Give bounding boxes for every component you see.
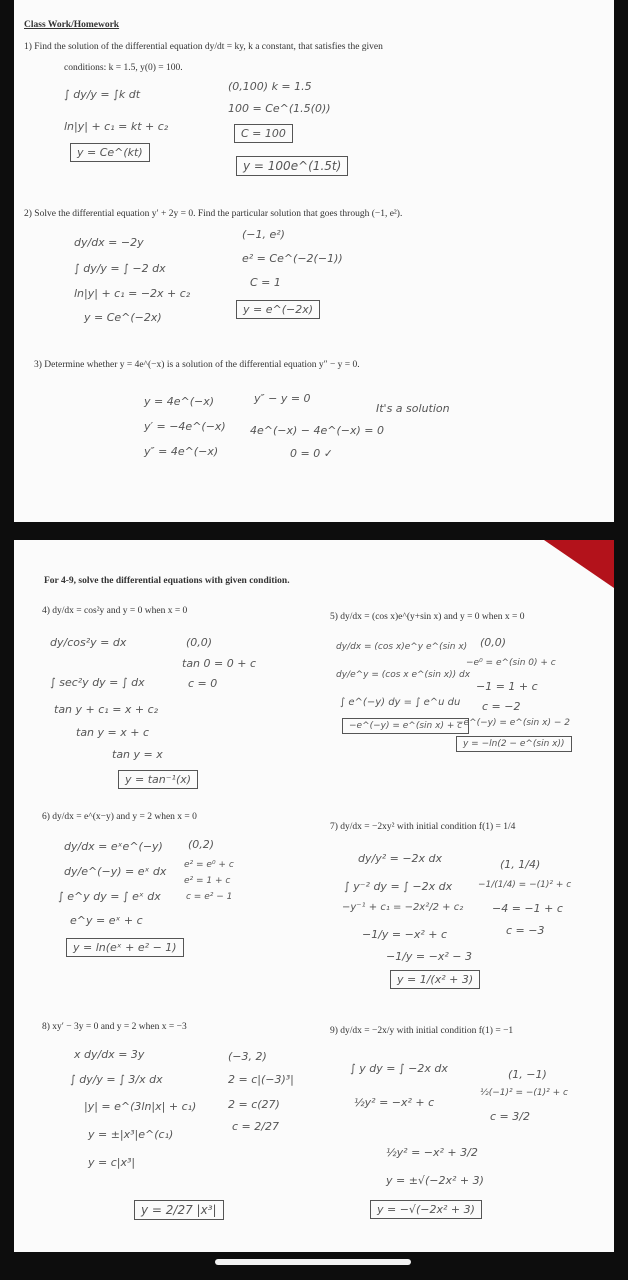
q6-final-answer: y = ln(eˣ + e² − 1) bbox=[66, 938, 184, 957]
q6-work: ∫ e^y dy = ∫ eˣ dx bbox=[58, 890, 161, 903]
q5-work: ∫ e^(−y) dy = ∫ e^u du bbox=[340, 697, 461, 708]
q3-work: y″ − y = 0 bbox=[254, 392, 311, 405]
q1-constant: C = 100 bbox=[234, 124, 293, 143]
q8-work: y = c|x³| bbox=[88, 1156, 136, 1169]
question-6-prompt: 6) dy/dx = e^(x−y) and y = 2 when x = 0 bbox=[42, 812, 197, 822]
q3-work: 0 = 0 ✓ bbox=[290, 447, 333, 460]
question-5-prompt: 5) dy/dx = (cos x)e^(y+sin x) and y = 0 when x = 0 bbox=[330, 612, 525, 622]
q6-work: c = e² − 1 bbox=[186, 892, 233, 902]
page-corner-decoration bbox=[544, 540, 614, 588]
q4-work: ∫ sec²y dy = ∫ dx bbox=[50, 676, 145, 689]
q1-work: ln|y| + c₁ = kt + c₂ bbox=[64, 120, 169, 133]
q6-work: dy/dx = eˣe^(−y) bbox=[64, 840, 163, 853]
q2-final-answer: y = e^(−2x) bbox=[236, 300, 320, 319]
q4-work: tan y = x + c bbox=[76, 726, 150, 739]
q6-work: e² = 1 + c bbox=[184, 876, 231, 886]
q3-work: y″ = 4e^(−x) bbox=[144, 445, 219, 458]
q5-work: c = −2 bbox=[482, 700, 521, 713]
q2-work: ∫ dy/y = ∫ −2 dx bbox=[74, 262, 166, 275]
q5-work: −e⁰ = e^(sin 0) + c bbox=[466, 658, 556, 668]
q1-final-answer: y = 100e^(1.5t) bbox=[236, 156, 348, 176]
q7-work: ∫ y⁻² dy = ∫ −2x dx bbox=[344, 880, 453, 893]
q7-work: −1/y = −x² + c bbox=[362, 928, 448, 941]
q2-work: e² = Ce^(−2(−1)) bbox=[242, 252, 343, 265]
q7-work: −y⁻¹ + c₁ = −2x²/2 + c₂ bbox=[342, 902, 464, 913]
q5-work: −1 = 1 + c bbox=[476, 680, 538, 693]
worksheet-page-1 bbox=[14, 0, 614, 522]
q3-conclusion: It's a solution bbox=[376, 402, 450, 415]
section-heading: For 4-9, solve the differential equations with given condition. bbox=[44, 576, 290, 586]
q7-work: −1/y = −x² − 3 bbox=[386, 950, 472, 963]
q7-final-answer: y = 1/(x² + 3) bbox=[390, 970, 480, 989]
q5-general-answer: −e^(−y) = e^(sin x) + c bbox=[342, 718, 469, 734]
q7-work: dy/y² = −2x dx bbox=[358, 852, 443, 865]
q4-work: (0,0) bbox=[186, 636, 213, 649]
q3-work: y′ = −4e^(−x) bbox=[144, 420, 226, 433]
q8-work: c = 2/27 bbox=[232, 1120, 279, 1133]
worksheet-heading: Class Work/Homework bbox=[24, 20, 120, 30]
q1-general-answer: y = Ce^(kt) bbox=[70, 143, 150, 162]
q6-work: (0,2) bbox=[188, 838, 215, 851]
q9-work: y = ±√(−2x² + 3) bbox=[386, 1174, 484, 1187]
q5-work: dy/e^y = (cos x e^(sin x)) dx bbox=[336, 670, 471, 680]
q3-work: 4e^(−x) − 4e^(−x) = 0 bbox=[250, 424, 385, 437]
q5-work: −e^(−y) = e^(sin x) − 2 bbox=[456, 718, 570, 728]
q9-work: (1, −1) bbox=[508, 1068, 547, 1081]
q1-work: 100 = Ce^(1.5(0)) bbox=[228, 102, 331, 115]
q8-work: x dy/dx = 3y bbox=[74, 1048, 145, 1061]
q9-work: ½(−1)² = −(1)² + c bbox=[480, 1088, 568, 1098]
q5-work: (0,0) bbox=[480, 636, 507, 649]
question-9-prompt: 9) dy/dx = −2x/y with initial condition f(1) = −1 bbox=[330, 1026, 514, 1036]
q9-work: c = 3/2 bbox=[490, 1110, 530, 1123]
q7-work: (1, 1/4) bbox=[500, 858, 541, 871]
q1-work: ∫ dy/y = ∫k dt bbox=[64, 88, 141, 101]
q7-work: c = −3 bbox=[506, 924, 545, 937]
q8-work: 2 = c|(−3)³| bbox=[228, 1073, 294, 1086]
q4-work: tan y + c₁ = x + c₂ bbox=[54, 703, 159, 716]
question-3-prompt: 3) Determine whether y = 4e^(−x) is a solution of the differential equation y″ − y = 0. bbox=[34, 360, 360, 370]
q8-work: y = ±|x³|e^(c₁) bbox=[88, 1128, 174, 1141]
q8-final-answer: y = 2/27 |x³| bbox=[134, 1200, 224, 1220]
q6-work: dy/e^(−y) = eˣ dx bbox=[64, 865, 167, 878]
q8-work: ∫ dy/y = ∫ 3/x dx bbox=[70, 1073, 163, 1086]
q4-work: c = 0 bbox=[188, 677, 218, 690]
q4-work: dy/cos²y = dx bbox=[50, 636, 127, 649]
q4-work: tan 0 = 0 + c bbox=[182, 657, 256, 670]
q2-work: (−1, e²) bbox=[242, 228, 285, 241]
q4-final-answer: y = tan⁻¹(x) bbox=[118, 770, 198, 789]
q8-work: 2 = c(27) bbox=[228, 1098, 280, 1111]
q9-final-answer: y = −√(−2x² + 3) bbox=[370, 1200, 482, 1219]
q9-work: ½y² = −x² + 3/2 bbox=[386, 1146, 478, 1159]
q2-work: y = Ce^(−2x) bbox=[84, 311, 162, 324]
home-indicator[interactable] bbox=[215, 1259, 411, 1265]
q7-work: −1/(1/4) = −(1)² + c bbox=[478, 880, 572, 890]
q7-work: −4 = −1 + c bbox=[492, 902, 563, 915]
q2-work: dy/dx = −2y bbox=[74, 236, 144, 249]
q9-work: ∫ y dy = ∫ −2x dx bbox=[350, 1062, 448, 1075]
q8-work: |y| = e^(3ln|x| + c₁) bbox=[84, 1100, 197, 1113]
q1-work: (0,100) k = 1.5 bbox=[228, 80, 312, 93]
question-8-prompt: 8) xy′ − 3y = 0 and y = 2 when x = −3 bbox=[42, 1022, 187, 1032]
q6-work: e² = e⁰ + c bbox=[184, 860, 234, 870]
q5-final-answer: y = −ln(2 − e^(sin x)) bbox=[456, 736, 572, 752]
q5-work: dy/dx = (cos x)e^y e^(sin x) bbox=[336, 642, 468, 652]
question-7-prompt: 7) dy/dx = −2xy² with initial condition f(1) = 1/4 bbox=[330, 822, 516, 832]
question-2-prompt: 2) Solve the differential equation y′ + 2y = 0. Find the particular solution that goes through (−1, e²). bbox=[24, 209, 403, 219]
q2-work: ln|y| + c₁ = −2x + c₂ bbox=[74, 287, 191, 300]
q2-work: C = 1 bbox=[250, 276, 281, 289]
question-1-prompt: 1) Find the solution of the differential equation dy/dt = ky, k a constant, that satisfies the given bbox=[24, 42, 383, 52]
question-4-prompt: 4) dy/dx = cos²y and y = 0 when x = 0 bbox=[42, 606, 188, 616]
q6-work: e^y = eˣ + c bbox=[70, 914, 143, 927]
q3-work: y = 4e^(−x) bbox=[144, 395, 215, 408]
q9-work: ½y² = −x² + c bbox=[354, 1096, 435, 1109]
question-1-conditions: conditions: k = 1.5, y(0) = 100. bbox=[64, 63, 183, 73]
q8-work: (−3, 2) bbox=[228, 1050, 267, 1063]
q4-work: tan y = x bbox=[112, 748, 163, 761]
worksheet-page-2 bbox=[14, 540, 614, 1252]
